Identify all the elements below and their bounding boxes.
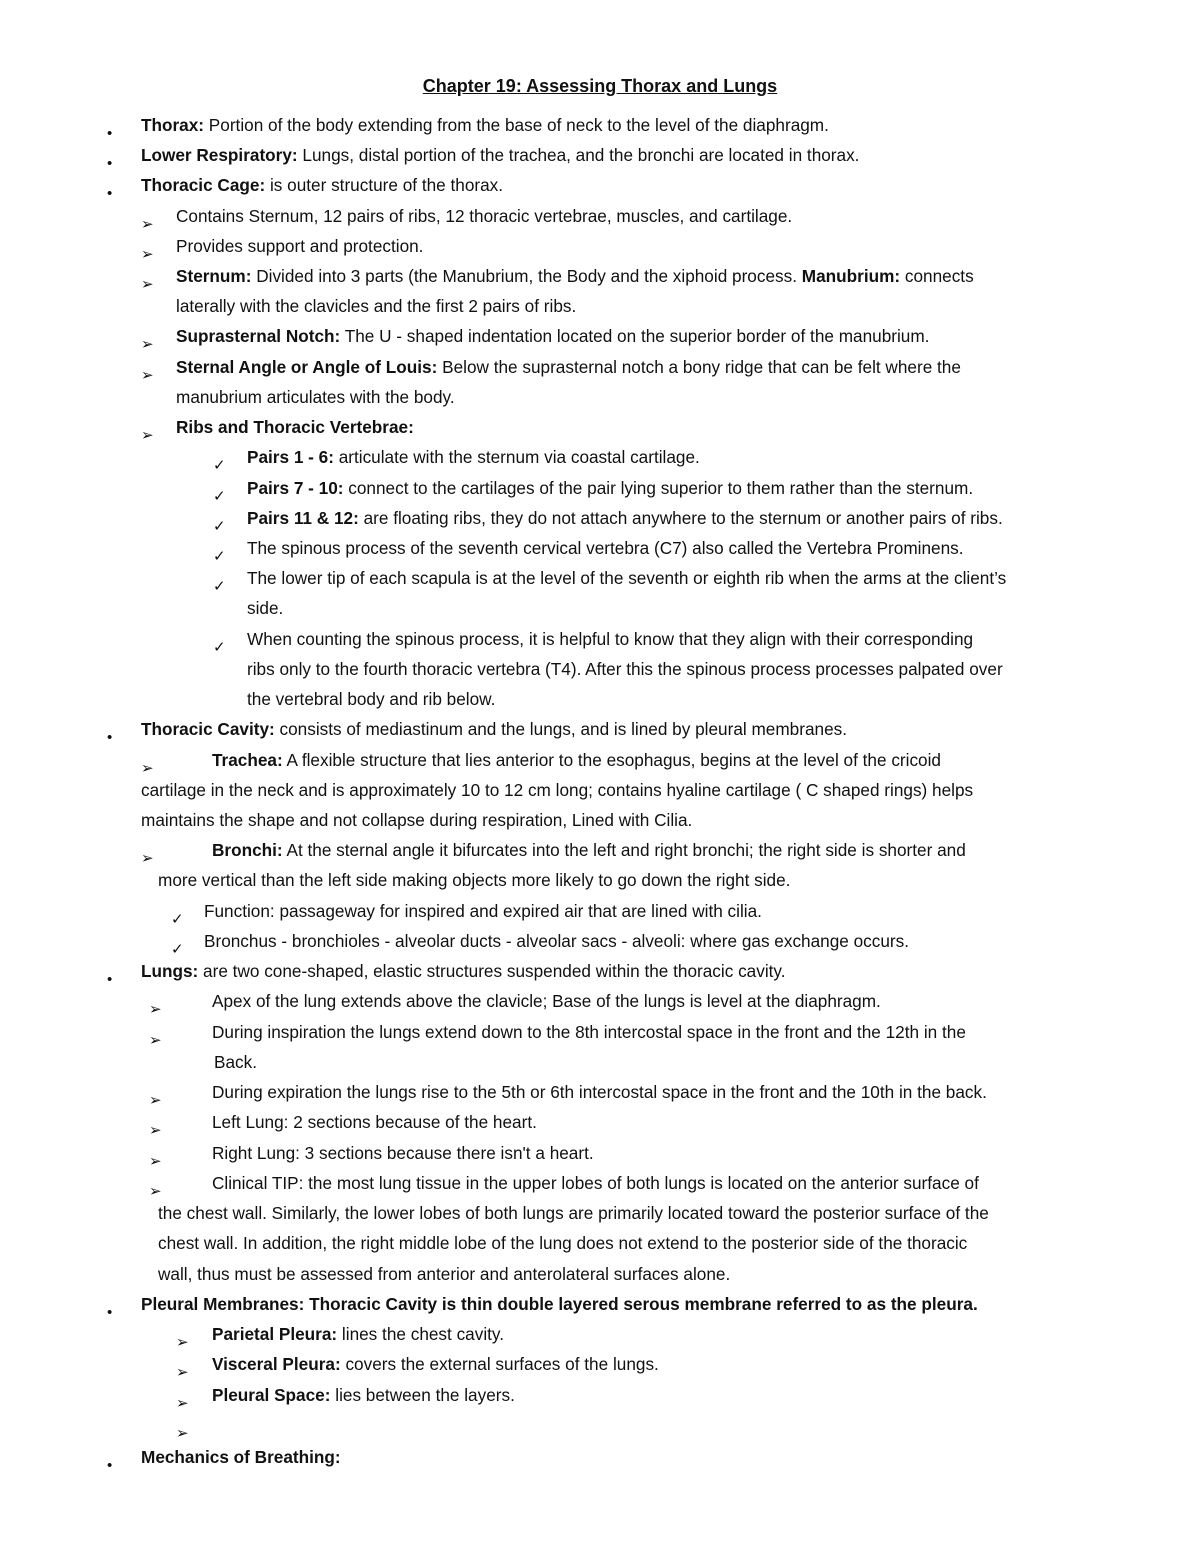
bold-term: Thoracic Cage: — [141, 175, 266, 195]
line-text: During expiration the lungs rise to the 5th or 6th intercostal space in the front and the 10th in the back. — [212, 1082, 987, 1102]
arrow-bullet-icon: ➢ — [176, 1395, 189, 1412]
line-text: Left Lung: 2 sections because of the heart. — [212, 1112, 537, 1132]
arrow-bullet-icon: ➢ — [149, 1001, 162, 1018]
line-text: Provides support and protection. — [176, 236, 424, 256]
checkmark-icon: ✓ — [171, 911, 184, 928]
bullet-icon: • — [107, 1457, 113, 1474]
bold-term: Pairs 1 - 6: — [247, 447, 334, 467]
bold-term: Bronchi: — [212, 840, 283, 860]
line-text: connect to the cartilages of the pair lying superior to them rather than the sternum. — [343, 478, 974, 498]
text-line — [212, 1081, 987, 1103]
text-line — [247, 597, 283, 619]
line-text: manubrium articulates with the body. — [176, 387, 455, 407]
arrow-bullet-icon: ➢ — [141, 246, 154, 263]
arrow-bullet-icon: ➢ — [176, 1364, 189, 1381]
checkmark-icon: ✓ — [213, 457, 226, 474]
arrow-bullet-icon: ➢ — [149, 1092, 162, 1109]
line-text: lines the chest cavity. — [337, 1324, 505, 1344]
line-text: The lower tip of each scapula is at the level of the seventh or eighth rib when the arms at the client’s — [247, 568, 1007, 588]
text-line — [158, 869, 790, 891]
text-line — [247, 537, 964, 559]
text-line — [176, 295, 576, 317]
line-text: Right Lung: 3 sections because there isn't a heart. — [212, 1143, 594, 1163]
bullet-icon: • — [107, 971, 113, 988]
line-text: the vertebral body and rib below. — [247, 689, 496, 709]
line-text: consists of mediastinum and the lungs, and is lined by pleural membranes. — [274, 719, 847, 739]
text-line — [212, 1323, 504, 1345]
line-text: When counting the spinous process, it is helpful to know that they align with their corresponding — [247, 629, 974, 649]
checkmark-icon: ✓ — [213, 488, 226, 505]
line-text: maintains the shape and not collapse during respiration, Lined with Cilia. — [141, 810, 693, 830]
bold-term: Parietal Pleura: — [212, 1324, 338, 1344]
text-line — [247, 507, 1003, 529]
line-text: Divided into 3 parts (the Manubrium, the Body and the xiphoid process. — [251, 266, 802, 286]
line-text: Back. — [214, 1052, 257, 1072]
text-line — [247, 628, 973, 650]
text-line — [141, 809, 692, 831]
bullet-icon: • — [107, 729, 113, 746]
line-text: Bronchus - bronchioles - alveolar ducts - alveolar sacs - alveoli: where gas exchange occurs. — [204, 931, 910, 951]
bold-term: Sternal Angle or Angle of Louis: — [176, 357, 438, 377]
text-line — [158, 1202, 989, 1224]
text-line — [247, 446, 700, 468]
line-text: At the sternal angle it bifurcates into the left and right bronchi; the right side is shorter and — [282, 840, 966, 860]
line-text: ribs only to the fourth thoracic vertebra (T4). After this the spinous process processes palpated over — [247, 659, 1003, 679]
arrow-bullet-icon: ➢ — [141, 850, 154, 867]
text-line — [212, 1172, 979, 1194]
text-line — [176, 386, 455, 408]
line-text: Clinical TIP: the most lung tissue in the upper lobes of both lungs is located on the anterior surface of — [212, 1173, 979, 1193]
text-line — [204, 900, 762, 922]
line-text: covers the external surfaces of the lungs. — [340, 1354, 659, 1374]
line-text: Portion of the body extending from the base of neck to the level of the diaphragm. — [204, 115, 829, 135]
bullet-icon: • — [107, 185, 113, 202]
line-text: more vertical than the left side making objects more likely to go down the right side. — [158, 870, 791, 890]
line-text: Contains Sternum, 12 pairs of ribs, 12 thoracic vertebrae, muscles, and cartilage. — [176, 206, 793, 226]
bold-term: Thorax: — [141, 115, 205, 135]
arrow-bullet-icon: ➢ — [141, 367, 154, 384]
arrow-bullet-icon: ➢ — [176, 1334, 189, 1351]
bullet-icon: • — [107, 125, 113, 142]
arrow-bullet-icon: ➢ — [141, 336, 154, 353]
line-text: Lungs, distal portion of the trachea, and the bronchi are located in thorax. — [297, 145, 860, 165]
line-text: cartilage in the neck and is approximately 10 to 12 cm long; contains hyaline cartilage ( C shaped rings) helps — [141, 780, 974, 800]
line-text: laterally with the clavicles and the first 2 pairs of ribs. — [176, 296, 577, 316]
text-line — [212, 749, 941, 771]
text-line — [141, 779, 973, 801]
text-line — [176, 356, 961, 378]
line-text: Below the suprasternal notch a bony ridge that can be felt where the — [437, 357, 961, 377]
arrow-bullet-icon: ➢ — [141, 216, 154, 233]
bold-term: Lungs: — [141, 961, 199, 981]
text-line — [247, 477, 973, 499]
text-line — [212, 990, 881, 1012]
bold-term: Visceral Pleura: — [212, 1354, 341, 1374]
bold-term: Pleural Membranes: Thoracic Cavity is thin double layered serous membrane referred to as the pleura. — [141, 1294, 978, 1314]
text-line — [214, 1051, 257, 1073]
text-line — [141, 144, 859, 166]
bold-term: Lower Respiratory: — [141, 145, 298, 165]
line-text: The spinous process of the seventh cervical vertebra (C7) also called the Vertebra Prominens. — [247, 538, 964, 558]
text-line — [212, 1384, 515, 1406]
text-line — [212, 1021, 966, 1043]
line-text: are floating ribs, they do not attach anywhere to the sternum or another pairs of ribs. — [358, 508, 1003, 528]
text-line — [158, 1232, 967, 1254]
checkmark-icon: ✓ — [213, 639, 226, 656]
text-line — [212, 1111, 537, 1133]
text-line — [247, 567, 1006, 589]
text-line — [212, 1142, 594, 1164]
text-line — [141, 1293, 978, 1315]
line-text: Apex of the lung extends above the clavicle; Base of the lungs is level at the diaphragm. — [212, 991, 881, 1011]
line-text: is outer structure of the thorax. — [265, 175, 504, 195]
arrow-bullet-icon: ➢ — [149, 1183, 162, 1200]
text-line — [212, 839, 966, 861]
arrow-bullet-icon: ➢ — [149, 1032, 162, 1049]
line-text: During inspiration the lungs extend down to the 8th intercostal space in the front and the 12th in the — [212, 1022, 966, 1042]
line-text: wall, thus must be assessed from anterior and anterolateral surfaces alone. — [158, 1264, 731, 1284]
text-line — [141, 1446, 341, 1468]
arrow-bullet-icon: ➢ — [141, 760, 154, 777]
page-title: Chapter 19: Assessing Thorax and Lungs — [422, 76, 778, 96]
arrow-bullet-icon: ➢ — [176, 1425, 189, 1442]
bold-term: Pairs 11 & 12: — [247, 508, 359, 528]
text-line — [247, 658, 1003, 680]
text-line — [141, 718, 847, 740]
text-line — [204, 930, 909, 952]
bold-term: Suprasternal Notch: — [176, 326, 341, 346]
bold-term: Pleural Space: — [212, 1385, 331, 1405]
arrow-bullet-icon: ➢ — [141, 276, 154, 293]
checkmark-icon: ✓ — [213, 578, 226, 595]
text-line — [176, 325, 929, 347]
text-line — [141, 174, 503, 196]
line-text: are two cone-shaped, elastic structures suspended within the thoracic cavity. — [198, 961, 786, 981]
arrow-bullet-icon: ➢ — [149, 1153, 162, 1170]
text-line — [176, 416, 414, 438]
line-text: The U - shaped indentation located on the superior border of the manubrium. — [340, 326, 930, 346]
bullet-icon: • — [107, 155, 113, 172]
text-line — [141, 114, 829, 136]
line-text: Function: passageway for inspired and expired air that are lined with cilia. — [204, 901, 762, 921]
bold-term: Trachea: — [212, 750, 283, 770]
line-text: connects — [900, 266, 974, 286]
bold-term: Mechanics of Breathing: — [141, 1447, 341, 1467]
checkmark-icon: ✓ — [213, 548, 226, 565]
text-line — [212, 1353, 659, 1375]
text-line — [158, 1263, 730, 1285]
arrow-bullet-icon: ➢ — [149, 1122, 162, 1139]
text-line — [176, 265, 974, 287]
arrow-bullet-icon: ➢ — [141, 427, 154, 444]
bold-term: Thoracic Cavity: — [141, 719, 275, 739]
text-line — [141, 960, 786, 982]
line-text: the chest wall. Similarly, the lower lobes of both lungs are primarily located toward the posterior surface of the — [158, 1203, 989, 1223]
line-text: articulate with the sternum via coastal cartilage. — [333, 447, 700, 467]
bullet-icon: • — [107, 1304, 113, 1321]
line-text: A flexible structure that lies anterior to the esophagus, begins at the level of the cricoid — [282, 750, 941, 770]
bold-term: Ribs and Thoracic Vertebrae: — [176, 417, 414, 437]
checkmark-icon: ✓ — [171, 941, 184, 958]
line-text: lies between the layers. — [330, 1385, 515, 1405]
text-line — [247, 688, 495, 710]
text-line — [176, 205, 792, 227]
checkmark-icon: ✓ — [213, 518, 226, 535]
bold-term: Pairs 7 - 10: — [247, 478, 344, 498]
line-text: chest wall. In addition, the right middle lobe of the lung does not extend to the posterior side of the thoracic — [158, 1233, 968, 1253]
line-text: side. — [247, 598, 284, 618]
bold-term: Sternum: — [176, 266, 252, 286]
text-line — [176, 235, 423, 257]
bold-term: Manubrium: — [801, 266, 901, 286]
